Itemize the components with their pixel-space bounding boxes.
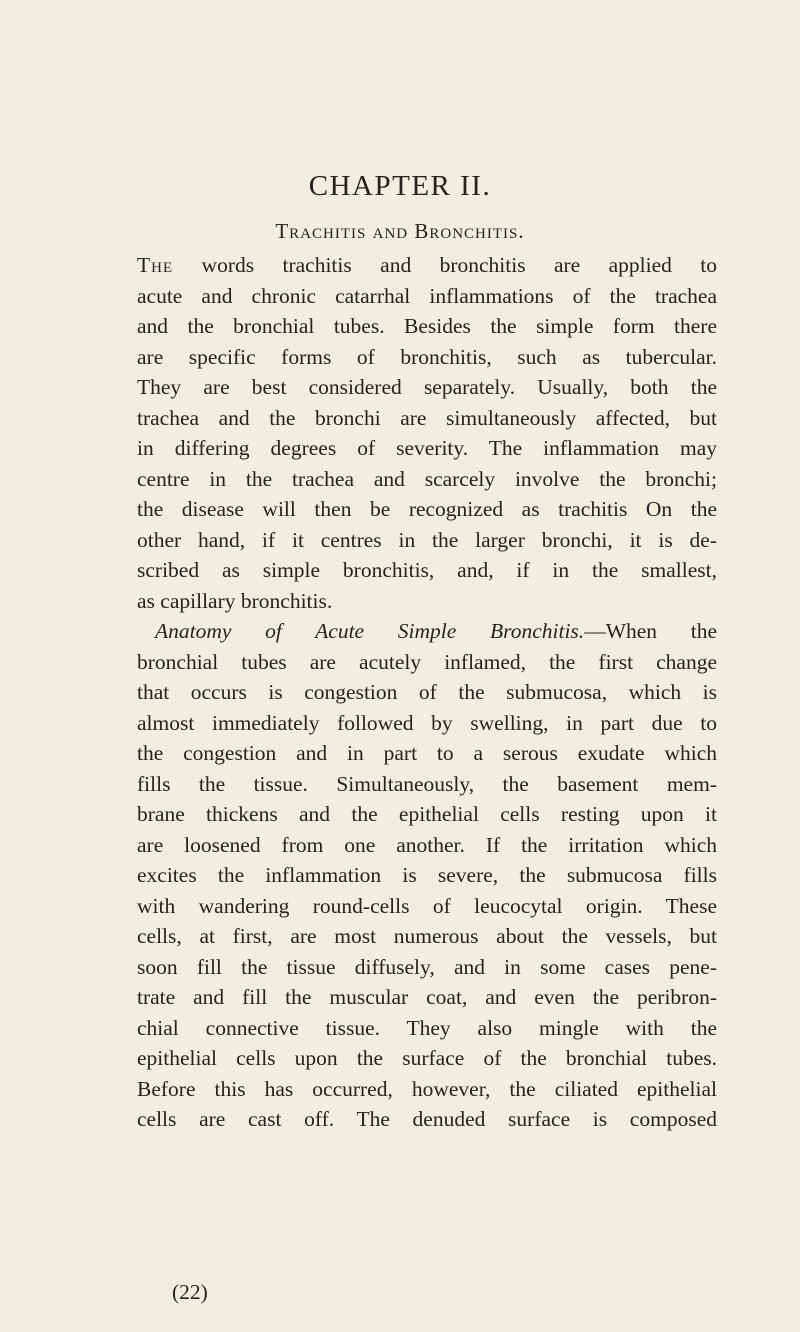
paragraph-1-line: other hand, if it centres in the larger bronchi, it is de- [137,527,717,552]
paragraph-2-line: chial connective tissue. They also mingle with the [137,1015,717,1040]
paragraph-1-line: acute and chronic catarrhal inflammations of the trachea [137,283,717,308]
paragraph-2-line: bronchial tubes are acutely inflamed, the first change [137,649,717,674]
paragraph-2-line: are loosened from one another. If the irritation which [137,832,717,857]
paragraph-1-line: in differing degrees of severity. The inflammation may [137,436,717,460]
section-title: Trachitis and Bronchitis. [275,219,525,243]
paragraph-1-line: are specific forms of bronchitis, such as tubercular. [137,344,717,369]
paragraph-2-line: fills the tissue. Simultaneously, the basement mem- [137,771,717,796]
paragraph-1-line: trachea and the bronchi are simultaneously affected, but [137,405,717,430]
body-text [137,250,717,1135]
paragraph-2-line: that occurs is congestion of the submucosa, which is [137,680,717,704]
paragraph-2-line: with wandering round-cells of leucocytal origin. These [137,893,717,918]
paragraph-2-line: trate and fill the muscular coat, and even the peribron- [137,985,717,1009]
paragraph-lead-word: The [137,253,174,277]
paragraph-2-line: Before this has occurred, however, the ciliated epithelial [137,1076,717,1101]
paragraph-1-line: The words trachitis and bronchitis are applied to [137,253,718,277]
paragraph-1-line: centre in the trachea and scarcely involve the bronchi; [137,466,717,491]
paragraph-2-line: soon fill the tissue diffusely, and in some cases pene- [137,954,717,979]
paragraph-2-line: cells are cast off. The denuded surface is composed [137,1107,717,1131]
paragraph-2-line: brane thickens and the epithelial cells resting upon it [137,802,717,826]
chapter-title: CHAPTER II. [308,170,492,202]
paragraph-2-line: almost immediately followed by swelling, in part due to [137,710,717,735]
paragraph-2-line: the congestion and in part to a serous exudate which [137,741,717,765]
paragraph-2-heading: Anatomy of Acute Simple Bronchitis. [155,619,585,643]
paragraph-2-line: Anatomy of Acute Simple Bronchitis.—When the [155,619,717,643]
paragraph-2-line: excites the inflammation is severe, the submucosa fills [137,863,717,887]
paragraph-1-line: as capillary bronchitis. [137,588,333,613]
paragraph-1-line: They are best considered separately. Usually, both the [137,375,717,399]
page-number: (22) [172,1280,208,1304]
paragraph-2-line: cells, at first, are most numerous about the vessels, but [137,924,717,948]
paragraph-1-line: and the bronchial tubes. Besides the simple form there [137,314,717,338]
paragraph-2-line: epithelial cells upon the surface of the bronchial tubes. [137,1046,717,1070]
paragraph-1-line: the disease will then be recognized as trachitis On the [137,497,717,521]
paragraph-1-line: scribed as simple bronchitis, and, if in the smallest, [137,558,717,582]
